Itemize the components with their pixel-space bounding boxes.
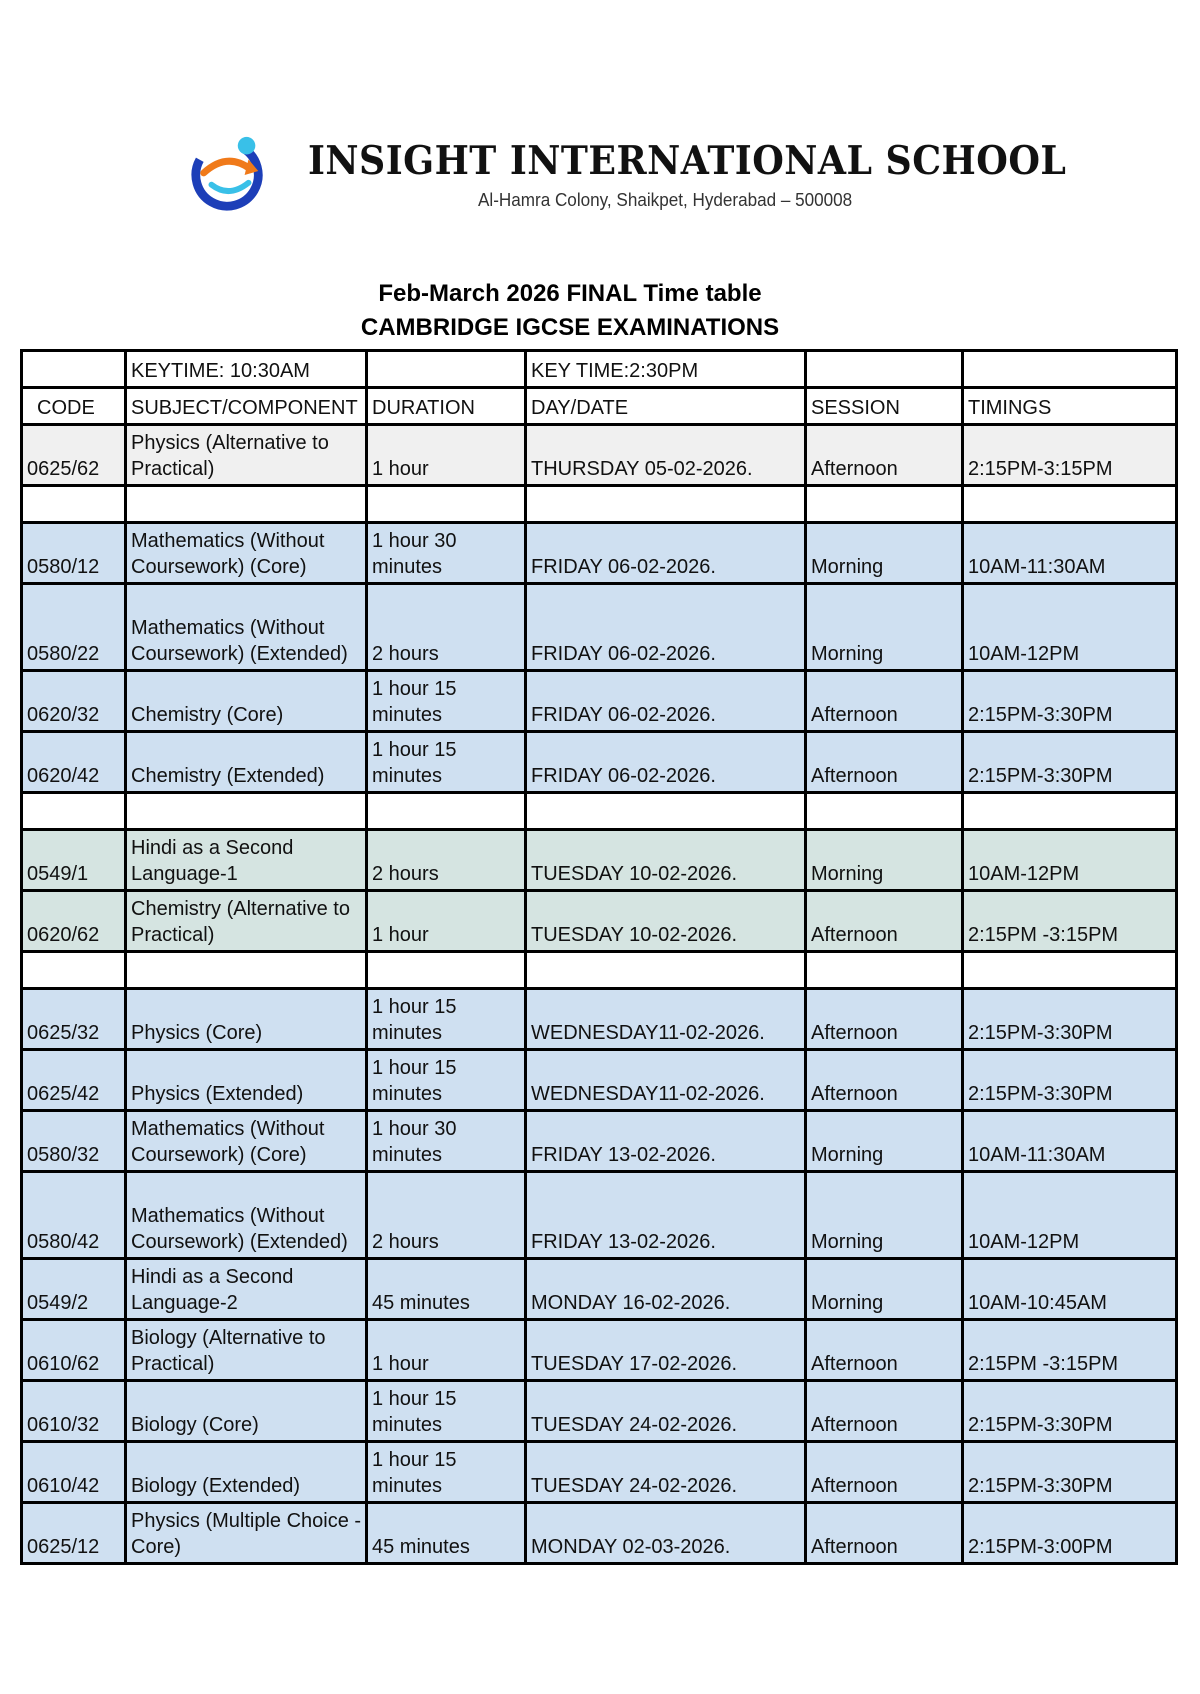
cell-session: Afternoon [806, 891, 963, 952]
table-row [22, 671, 1177, 732]
cell-timing: 10AM-11:30AM [963, 1111, 1177, 1172]
cell-duration: 2 hours [367, 1172, 526, 1259]
cell-date: FRIDAY 06-02-2026. [526, 523, 806, 584]
table-row [22, 732, 1177, 793]
cell-subject: Mathematics (Without Coursework) (Core) [126, 1111, 367, 1172]
cell-subject: Chemistry (Alternative to Practical) [126, 891, 367, 952]
cell-duration: 1 hour 30 minutes [367, 1111, 526, 1172]
blank-row [22, 793, 1177, 830]
cell-date: FRIDAY 13-02-2026. [526, 1172, 806, 1259]
cell-duration: 45 minutes [367, 1503, 526, 1564]
cell-timing: 2:15PM-3:30PM [963, 732, 1177, 793]
cell-session [806, 486, 963, 523]
cell-code [22, 486, 126, 523]
header-timings: TIMINGS [963, 388, 1177, 425]
header-code: CODE [22, 388, 126, 425]
cell-code [22, 952, 126, 989]
school-name: INSIGHT INTERNATIONAL SCHOOL [308, 138, 1067, 184]
cell-timing: 2:15PM-3:30PM [963, 1442, 1177, 1503]
cell-subject: Mathematics (Without Coursework) (Core) [126, 523, 367, 584]
cell-timing [963, 793, 1177, 830]
cell-duration [367, 952, 526, 989]
cell-timing: 2:15PM-3:30PM [963, 671, 1177, 732]
cell-timing: 2:15PM-3:15PM [963, 425, 1177, 486]
cell-code: 0625/32 [22, 989, 126, 1050]
cell-code: 0610/32 [22, 1381, 126, 1442]
table-header-row [22, 388, 1177, 425]
cell-subject: Hindi as a Second Language-2 [126, 1259, 367, 1320]
cell-session: Morning [806, 830, 963, 891]
cell-session: Morning [806, 523, 963, 584]
cell-date: TUESDAY 10-02-2026. [526, 891, 806, 952]
cell-duration: 1 hour [367, 1320, 526, 1381]
cell-date: THURSDAY 05-02-2026. [526, 425, 806, 486]
cell-timing: 2:15PM -3:15PM [963, 1320, 1177, 1381]
cell-date [526, 793, 806, 830]
cell-subject: Biology (Extended) [126, 1442, 367, 1503]
cell-timing: 10AM-12PM [963, 584, 1177, 671]
cell-date: WEDNESDAY11-02-2026. [526, 1050, 806, 1111]
cell-date: FRIDAY 06-02-2026. [526, 671, 806, 732]
cell-timing: 10AM-12PM [963, 1172, 1177, 1259]
cell-session [806, 793, 963, 830]
table-row [22, 1320, 1177, 1381]
key-cell [367, 351, 526, 388]
cell-date: MONDAY 16-02-2026. [526, 1259, 806, 1320]
table-row [22, 989, 1177, 1050]
cell-duration: 1 hour 15 minutes [367, 1381, 526, 1442]
cell-session: Afternoon [806, 1503, 963, 1564]
table-row [22, 1442, 1177, 1503]
circular-arrows-logo-icon [190, 134, 268, 212]
table-row [22, 523, 1177, 584]
cell-session: Morning [806, 1111, 963, 1172]
blank-row [22, 486, 1177, 523]
cell-date: TUESDAY 24-02-2026. [526, 1442, 806, 1503]
cell-code: 0625/62 [22, 425, 126, 486]
cell-duration: 1 hour 15 minutes [367, 989, 526, 1050]
cell-code: 0625/12 [22, 1503, 126, 1564]
cell-date: TUESDAY 17-02-2026. [526, 1320, 806, 1381]
cell-code: 0549/1 [22, 830, 126, 891]
key-cell [22, 351, 126, 388]
cell-code: 0549/2 [22, 1259, 126, 1320]
cell-subject: Chemistry (Core) [126, 671, 367, 732]
table-row [22, 891, 1177, 952]
cell-code: 0580/12 [22, 523, 126, 584]
cell-date: MONDAY 02-03-2026. [526, 1503, 806, 1564]
cell-session: Morning [806, 1172, 963, 1259]
cell-date [526, 952, 806, 989]
key-time-afternoon: KEY TIME:2:30PM [526, 351, 806, 388]
cell-date [526, 486, 806, 523]
cell-subject: Physics (Extended) [126, 1050, 367, 1111]
cell-code: 0620/62 [22, 891, 126, 952]
key-cell [806, 351, 963, 388]
cell-code: 0580/42 [22, 1172, 126, 1259]
cell-timing: 2:15PM-3:30PM [963, 1050, 1177, 1111]
cell-session: Afternoon [806, 989, 963, 1050]
cell-subject [126, 486, 367, 523]
cell-duration: 1 hour 15 minutes [367, 671, 526, 732]
table-row [22, 1111, 1177, 1172]
timetable-title: Feb-March 2026 FINAL Time table [378, 280, 762, 307]
cell-subject: Mathematics (Without Coursework) (Extended) [126, 1172, 367, 1259]
cell-duration: 1 hour [367, 891, 526, 952]
cell-duration [367, 793, 526, 830]
cell-timing: 10AM-10:45AM [963, 1259, 1177, 1320]
cell-session: Afternoon [806, 1050, 963, 1111]
cell-duration [367, 486, 526, 523]
school-header [190, 128, 1067, 218]
key-time-row [22, 351, 1177, 388]
cell-duration: 1 hour 15 minutes [367, 732, 526, 793]
cell-session: Afternoon [806, 732, 963, 793]
cell-code: 0580/32 [22, 1111, 126, 1172]
cell-code: 0625/42 [22, 1050, 126, 1111]
cell-subject: Biology (Alternative to Practical) [126, 1320, 367, 1381]
header-session: SESSION [806, 388, 963, 425]
cell-duration: 1 hour [367, 425, 526, 486]
table-row [22, 584, 1177, 671]
cell-subject: Biology (Core) [126, 1381, 367, 1442]
cell-timing [963, 486, 1177, 523]
table-row [22, 1381, 1177, 1442]
cell-subject: Physics (Core) [126, 989, 367, 1050]
cell-timing [963, 952, 1177, 989]
cell-subject: Physics (Alternative to Practical) [126, 425, 367, 486]
header-duration: DURATION [367, 388, 526, 425]
cell-date: FRIDAY 06-02-2026. [526, 732, 806, 793]
cell-subject [126, 952, 367, 989]
cell-session: Afternoon [806, 425, 963, 486]
table-row [22, 1050, 1177, 1111]
exam-title: CAMBRIDGE IGCSE EXAMINATIONS [360, 314, 780, 341]
cell-timing: 2:15PM-3:30PM [963, 1381, 1177, 1442]
cell-duration: 45 minutes [367, 1259, 526, 1320]
cell-timing: 2:15PM -3:15PM [963, 891, 1177, 952]
cell-code: 0610/42 [22, 1442, 126, 1503]
school-address: Al-Hamra Colony, Shaikpet, Hyderabad – 500008 [478, 190, 853, 210]
blank-row [22, 952, 1177, 989]
cell-session: Morning [806, 1259, 963, 1320]
cell-timing: 10AM-11:30AM [963, 523, 1177, 584]
table-row [22, 1172, 1177, 1259]
cell-date: FRIDAY 06-02-2026. [526, 584, 806, 671]
cell-session: Afternoon [806, 1442, 963, 1503]
cell-duration: 1 hour 15 minutes [367, 1050, 526, 1111]
cell-subject: Physics (Multiple Choice - Core) [126, 1503, 367, 1564]
cell-code: 0580/22 [22, 584, 126, 671]
cell-session [806, 952, 963, 989]
table-row [22, 1259, 1177, 1320]
exam-timetable [20, 349, 1178, 1565]
cell-timing: 10AM-12PM [963, 830, 1177, 891]
cell-timing: 2:15PM-3:30PM [963, 989, 1177, 1050]
key-time-morning: KEYTIME: 10:30AM [126, 351, 367, 388]
cell-date: TUESDAY 10-02-2026. [526, 830, 806, 891]
cell-date: WEDNESDAY11-02-2026. [526, 989, 806, 1050]
cell-subject [126, 793, 367, 830]
cell-date: TUESDAY 24-02-2026. [526, 1381, 806, 1442]
cell-subject: Hindi as a Second Language-1 [126, 830, 367, 891]
cell-subject: Chemistry (Extended) [126, 732, 367, 793]
cell-duration: 2 hours [367, 584, 526, 671]
cell-session: Afternoon [806, 671, 963, 732]
cell-timing: 2:15PM-3:00PM [963, 1503, 1177, 1564]
table-row [22, 425, 1177, 486]
header-date: DAY/DATE [526, 388, 806, 425]
table-row [22, 830, 1177, 891]
table-row [22, 1503, 1177, 1564]
cell-code: 0620/42 [22, 732, 126, 793]
cell-duration: 1 hour 30 minutes [367, 523, 526, 584]
key-cell [963, 351, 1177, 388]
header-subject: SUBJECT/COMPONENT [126, 388, 367, 425]
cell-code [22, 793, 126, 830]
cell-session: Morning [806, 584, 963, 671]
cell-code: 0610/62 [22, 1320, 126, 1381]
cell-subject: Mathematics (Without Coursework) (Extended) [126, 584, 367, 671]
cell-duration: 1 hour 15 minutes [367, 1442, 526, 1503]
cell-date: FRIDAY 13-02-2026. [526, 1111, 806, 1172]
cell-code: 0620/32 [22, 671, 126, 732]
cell-session: Afternoon [806, 1320, 963, 1381]
cell-session: Afternoon [806, 1381, 963, 1442]
cell-duration: 2 hours [367, 830, 526, 891]
